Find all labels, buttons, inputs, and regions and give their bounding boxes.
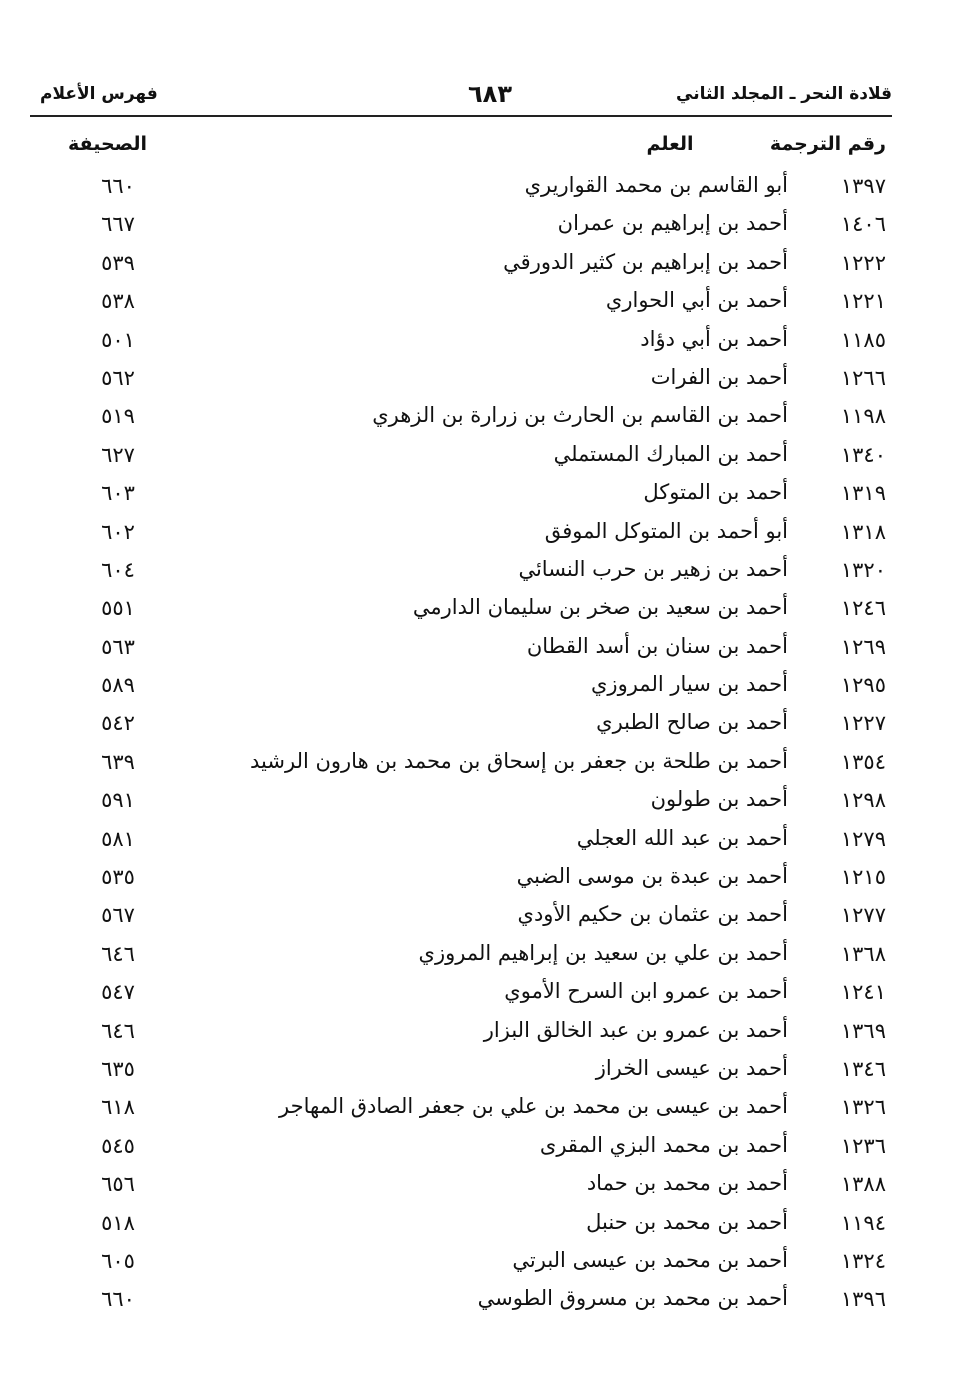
entry-number: ١٢٢٧ [840, 711, 886, 736]
entry-name: أحمد بن صالح الطبري [596, 710, 788, 735]
index-entry [40, 976, 892, 1014]
entry-name: أحمد بن المتوكل [643, 480, 788, 505]
entry-name: أحمد بن محمد بن حنبل [586, 1209, 788, 1234]
entry-page: ٦٣٩ [101, 749, 135, 774]
entry-number: ١٢٩٨ [840, 788, 886, 813]
entry-number: ١٢٤١ [840, 980, 886, 1005]
entry-name: أحمد بن عبد الله العجلي [576, 825, 788, 850]
entry-page: ٥١٨ [101, 1210, 135, 1235]
entry-page: ٥٠١ [101, 327, 135, 352]
entry-number: ١٢٦٩ [840, 634, 886, 659]
index-entry [40, 669, 892, 707]
index-entry [40, 170, 892, 208]
entry-page: ٦٠٥ [101, 1248, 135, 1273]
entry-name: أحمد بن محمد بن عيسى البرتي [512, 1247, 788, 1272]
column-header-name: العلم [646, 133, 694, 155]
entry-number: ١٢٤٦ [840, 596, 886, 621]
entry-number: ١٢٧٩ [840, 826, 886, 851]
entry-name: أحمد بن محمد بن مسروق الطوسي [477, 1286, 788, 1311]
entry-number: ١٣١٨ [840, 519, 886, 544]
entry-page: ٥٣٨ [101, 289, 135, 314]
running-header [40, 80, 892, 110]
entry-page: ٥٦٣ [101, 634, 135, 659]
index-entry [40, 861, 892, 899]
index-entry [40, 899, 892, 937]
entry-name: أحمد بن عبدة بن موسى الضبي [516, 864, 788, 889]
entry-number: ١٢٢١ [840, 289, 886, 314]
entry-number: ١٣٩٦ [840, 1287, 886, 1312]
entry-name: أحمد بن القاسم بن الحارث بن زرارة بن الزهري [372, 403, 788, 428]
entry-name: أحمد بن أبي دؤاد [640, 326, 788, 351]
entry-number: ١٣٤٠ [840, 442, 886, 467]
entry-number: ١٢٢٢ [840, 250, 886, 275]
entry-number: ١٣٩٧ [840, 174, 886, 198]
entry-number: ١٣٦٩ [840, 1018, 886, 1043]
entry-number: ١٢٧٧ [840, 903, 886, 928]
index-entry [40, 477, 892, 515]
index-entry [40, 554, 892, 592]
entry-page: ٦٢٧ [101, 442, 135, 467]
entry-name: أحمد بن عمرو ابن السرح الأموي [504, 979, 788, 1004]
entry-number: ١٣٨٨ [840, 1172, 886, 1197]
entry-page: ٦١٨ [101, 1095, 135, 1120]
book-title: قلادة النحر ـ المجلد الثاني [676, 84, 892, 104]
index-entry [40, 707, 892, 745]
entry-page: ٥٨٩ [101, 673, 135, 698]
entry-page: ٥٣٩ [101, 250, 135, 275]
index-entry [40, 1053, 892, 1091]
index-entry [40, 938, 892, 976]
index-entries [40, 170, 892, 1322]
entry-page: ٥٤٢ [101, 711, 135, 736]
entry-number: ١١٩٤ [840, 1210, 886, 1235]
index-entry [40, 1091, 892, 1129]
index-entry [40, 631, 892, 669]
entry-name: أحمد بن سيار المروزي [591, 672, 788, 697]
entry-name: أحمد بن علي بن سعيد بن إبراهيم المروزي [418, 940, 788, 965]
entry-number: ١٣١٩ [840, 481, 886, 506]
entry-name: أحمد بن طولون [650, 787, 788, 812]
index-entry [40, 285, 892, 323]
index-entry [40, 1168, 892, 1206]
index-entry [40, 1015, 892, 1053]
page-number: ٦٨٣ [468, 80, 512, 108]
column-header-page: الصحيفة [68, 133, 148, 155]
entry-page: ٦٦٠ [101, 174, 135, 198]
index-entry [40, 400, 892, 438]
entry-page: ٦٠٢ [101, 519, 135, 544]
entry-name: أحمد بن عيسى الخراز [595, 1055, 788, 1080]
header-divider [30, 115, 892, 117]
index-entry [40, 324, 892, 362]
entry-page: ٥١٩ [101, 404, 135, 429]
index-entry [40, 1283, 892, 1321]
entry-name: أحمد بن زهير بن حرب النسائي [518, 556, 788, 581]
section-title: فهرس الأعلام [40, 84, 158, 104]
index-entry [40, 439, 892, 477]
entry-number: ١٣٦٨ [840, 941, 886, 966]
index-entry [40, 1207, 892, 1245]
index-entry [40, 784, 892, 822]
entry-page: ٥٦٧ [101, 903, 135, 928]
entry-page: ٦٠٣ [101, 481, 135, 506]
index-entry [40, 592, 892, 630]
entry-number: ١٣٢٤ [840, 1248, 886, 1273]
entry-number: ١١٨٥ [840, 327, 886, 352]
entry-name: أحمد بن عثمان بن حكيم الأودي [517, 902, 788, 927]
index-entry [40, 362, 892, 400]
entry-page: ٦٦٠ [101, 1287, 135, 1312]
entry-page: ٥٦٢ [101, 365, 135, 390]
entry-name: أحمد بن الفرات [650, 364, 788, 389]
entry-name: أبو أحمد بن المتوكل الموفق [544, 518, 788, 543]
index-entry [40, 208, 892, 246]
entry-page: ٥٥١ [101, 596, 135, 621]
entry-page: ٥٤٥ [101, 1133, 135, 1158]
index-entry [40, 823, 892, 861]
entry-name: أحمد بن محمد البزي المقرى [539, 1132, 788, 1157]
entry-name: أحمد بن المبارك المستملي [553, 441, 788, 466]
entry-page: ٦٠٤ [101, 557, 135, 582]
index-entry [40, 1245, 892, 1283]
entry-page: ٥٤٧ [101, 980, 135, 1005]
column-headers [40, 133, 892, 165]
entry-page: ٥٣٥ [101, 865, 135, 890]
entry-name: أحمد بن إبراهيم بن كثير الدورقي [503, 249, 788, 274]
entry-number: ١٢٩٥ [840, 673, 886, 698]
entry-page: ٦٣٥ [101, 1056, 135, 1081]
entry-number: ١٢٦٦ [840, 365, 886, 390]
entry-name: أحمد بن عيسى بن محمد بن علي بن جعفر الصادق المهاجر [279, 1094, 788, 1119]
entry-number: ١٢١٥ [840, 865, 886, 890]
entry-number: ١٣٤٦ [840, 1056, 886, 1081]
entry-name: أحمد بن طلحة بن جعفر بن إسحاق بن محمد بن هارون الرشيد [250, 748, 788, 773]
entry-number: ١١٩٨ [840, 404, 886, 429]
entry-name: أبو القاسم بن محمد القواريري [524, 173, 788, 197]
entry-number: ١٤٠٦ [840, 212, 886, 237]
index-entry [40, 516, 892, 554]
entry-name: أحمد بن عمرو بن عبد الخالق البزار [483, 1017, 788, 1042]
entry-name: أحمد بن سعيد بن صخر بن سليمان الدارمي [412, 595, 788, 620]
entry-page: ٦٦٧ [101, 212, 135, 237]
index-entry [40, 746, 892, 784]
index-entry [40, 1130, 892, 1168]
column-header-number: رقم الترجمة [769, 133, 886, 155]
entry-page: ٦٥٦ [101, 1172, 135, 1197]
entry-number: ١٣٥٤ [840, 749, 886, 774]
entry-number: ١٢٣٦ [840, 1133, 886, 1158]
entry-page: ٥٨١ [101, 826, 135, 851]
index-entry [40, 247, 892, 285]
entry-number: ١٣٢٠ [840, 557, 886, 582]
entry-page: ٦٤٦ [101, 1018, 135, 1043]
entry-name: أحمد بن إبراهيم بن عمران [557, 211, 788, 236]
entry-number: ١٣٢٦ [840, 1095, 886, 1120]
entry-name: أحمد بن سنان بن أسد القطان [526, 633, 788, 658]
entry-page: ٥٩١ [101, 788, 135, 813]
entry-name: أحمد بن محمد بن حماد [586, 1171, 788, 1196]
entry-page: ٦٤٦ [101, 941, 135, 966]
entry-name: أحمد بن أبي الحواري [605, 288, 788, 313]
